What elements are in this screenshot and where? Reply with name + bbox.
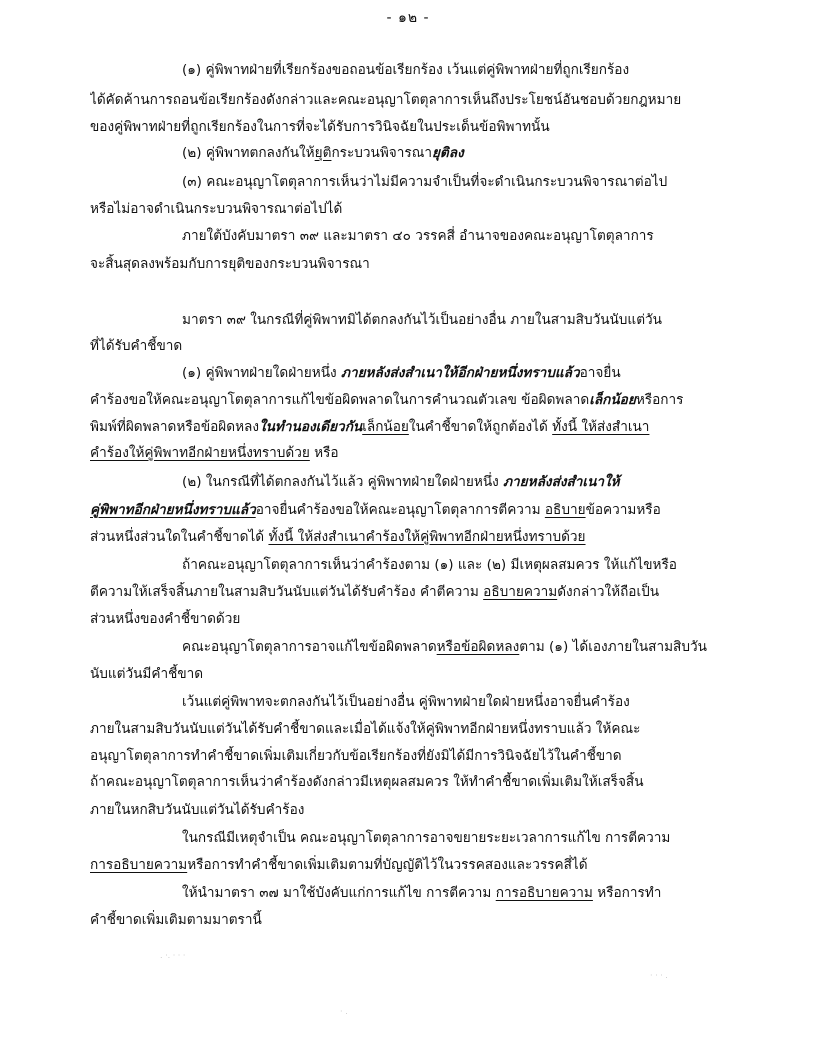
underlined-text: ทั้งนี้ ให้ส่งสำเนาคำร้องให้คู่พิพาทอีกฝ่ายหนึ่งทราบด้วย — [268, 529, 586, 545]
text-line — [182, 828, 730, 848]
underlined-text: คำร้องให้คู่พิพาทอีกฝ่ายหนึ่งทราบด้วย — [90, 445, 310, 461]
scan-speck: · · · . — [650, 971, 668, 980]
text-line — [182, 143, 730, 163]
text-segment: ตีความให้เสร็จสิ้นภายในสามสิบวันนับแต่วันได้รับคำร้อง คำตีความ — [90, 584, 484, 600]
text-segment: หรือการ — [635, 392, 684, 408]
text-segment: หรือการทำคำชี้ขาดเพิ่มเติมตามที่บัญญัติไว้ในวรรคสองและวรรคสี่ได้ — [187, 857, 588, 873]
text-segment: ข้อความหรือ — [585, 502, 661, 518]
section-heading-line — [182, 310, 730, 330]
text-segment: อาจยื่นคำร้องขอให้คณะอนุญาโตตุลาการตีความ — [255, 502, 545, 518]
text-line — [182, 883, 730, 903]
underlined-text: ทั้งนี้ ให้ส่งสำเนา — [552, 419, 650, 435]
text-line — [182, 172, 730, 192]
text-segment: นับแต่วันมีคำชี้ขาด — [90, 666, 204, 682]
text-line — [182, 472, 730, 492]
underlined-text: การอธิบายความ — [495, 885, 593, 901]
text-segment: คณะอนุญาโตตุลาการอาจแก้ไขข้อผิดพลาด — [182, 639, 437, 655]
text-line — [90, 772, 730, 792]
scan-speck: · . — [340, 1007, 348, 1016]
text-segment: อาจยื่น — [579, 365, 621, 381]
handwritten-insert-text: ภายหลังส่งสำเนาให้อีกฝ่ายหนึ่งทราบแล้ว — [340, 365, 580, 381]
handwritten-insert-text: ในทำนองเดียวกัน — [259, 419, 363, 435]
text-segment: ส่วนหนึ่งของคำชี้ขาดด้วย — [90, 611, 241, 627]
page-number: - ๑๒ - — [386, 10, 430, 26]
text-line — [90, 443, 730, 463]
handwritten-insert-text: เล็กน้อย — [589, 392, 636, 408]
text-line — [90, 855, 730, 875]
text-segment: เว้นแต่คู่พิพาทจะตกลงกันไว้เป็นอย่างอื่น คู่พิพาทฝ่ายใดฝ่ายหนึ่งอาจยื่นคำร้อง — [182, 694, 630, 710]
text-segment: หรือ — [309, 445, 339, 461]
text-line — [90, 390, 730, 410]
text-line — [182, 555, 730, 575]
underlined-text: เล็กน้อย — [362, 419, 409, 435]
text-line — [90, 417, 730, 437]
text-line — [90, 527, 730, 547]
text-segment: กระบวนพิจารณา — [331, 145, 432, 161]
text-segment: ในคำชี้ขาดให้ถูกต้องได้ — [408, 419, 553, 435]
text-segment: ตาม (๑) ได้เองภายในสามสิบวัน — [519, 639, 707, 655]
text-line — [90, 500, 730, 520]
text-line — [90, 90, 730, 110]
text-line — [90, 719, 730, 739]
text-line — [182, 637, 730, 657]
underlined-text: การอธิบายความ — [90, 857, 188, 873]
text-segment: ของคู่พิพาทฝ่ายที่ถูกเรียกร้องในการที่จะได้รับการวินิจฉัยในประเด็นข้อพิพาทนั้น — [90, 119, 550, 135]
text-line — [90, 254, 730, 274]
text-line — [90, 336, 730, 356]
text-segment: ภายในหกสิบวันนับแต่วันได้รับคำร้อง — [90, 802, 305, 818]
text-line — [90, 664, 730, 684]
scan-speck: . ·. · · · — [160, 951, 186, 960]
underlined-text: ยุติ — [314, 145, 332, 161]
handwritten-insert-text: คู่พิพาทอีกฝ่ายหนึ่งทราบแล้ว — [90, 502, 256, 518]
text-line — [90, 117, 730, 137]
text-segment: ภายใต้บังคับมาตรา ๓๙ และมาตรา ๔๐ วรรคสี่ อำนาจของคณะอนุญาโตตุลาการ — [182, 228, 654, 244]
underlined-text: หรือข้อผิดหลง — [436, 639, 520, 655]
text-segment: (๑) คู่พิพาทฝ่ายใดฝ่ายหนึ่ง — [182, 365, 341, 381]
text-segment: (๓) คณะอนุญาโตตุลาการเห็นว่าไม่มีความจำเป็นที่จะดำเนินกระบวนพิจารณาต่อไป — [182, 174, 668, 190]
text-segment: หรือการทำ — [592, 885, 662, 901]
text-segment: ได้คัดค้านการถอนข้อเรียกร้องดังกล่าวและคณะอนุญาโตตุลาการเห็นถึงประโยชน์อันชอบด้วยกฎหมาย — [90, 92, 682, 108]
text-segment: ในกรณีมีเหตุจำเป็น คณะอนุญาโตตุลาการอาจขยายระยะเวลาการแก้ไข การตีความ — [182, 830, 671, 846]
text-segment: คำร้องขอให้คณะอนุญาโตตุลาการแก้ไขข้อผิดพลาดในการคำนวณตัวเลข ข้อผิดพลาด — [90, 392, 590, 408]
underlined-text: อธิบายความ — [483, 584, 558, 600]
text-segment: ภายในสามสิบวันนับแต่วันได้รับคำชี้ขาดและเมื่อได้แจ้งให้คู่พิพาทอีกฝ่ายหนึ่งทราบแล้ว ให้คณะ — [90, 721, 641, 737]
text-line — [90, 199, 730, 219]
text-segment: ถ้าคณะอนุญาโตตุลาการเห็นว่าคำร้องตาม (๑) และ (๒) มีเหตุผลสมควร ให้แก้ไขหรือ — [182, 557, 677, 573]
text-segment: อนุญาโตตุลาการทำคำชี้ขาดเพิ่มเติมเกี่ยวกับข้อเรียกร้องที่ยังมิได้มีการวินิจฉัยไว้ในคำชี้ขาด — [90, 748, 622, 764]
text-segment: ที่ได้รับคำชี้ขาด — [90, 338, 183, 354]
text-line — [90, 746, 730, 766]
handwritten-insert-text: ภายหลังส่งสำเนาให้ — [503, 474, 620, 490]
text-segment: (๒) คู่พิพาทตกลงกันให้ — [182, 145, 315, 161]
text-segment: (๑) คู่พิพาทฝ่ายที่เรียกร้องขอถอนข้อเรียกร้อง เว้นแต่คู่พิพาทฝ่ายที่ถูกเรียกร้อง — [182, 62, 630, 78]
text-line — [182, 363, 730, 383]
text-line — [182, 692, 730, 712]
text-segment: มาตรา ๓๙ ในกรณีที่คู่พิพาทมิได้ตกลงกันไว้เป็นอย่างอื่น ภายในสามสิบวันนับแต่วัน — [182, 312, 662, 328]
text-line — [90, 609, 730, 629]
text-segment: จะสิ้นสุดลงพร้อมกับการยุติของกระบวนพิจารณา — [90, 256, 370, 272]
text-line — [90, 910, 730, 930]
text-line — [90, 800, 730, 820]
text-segment: (๒) ในกรณีที่ได้ตกลงกันไว้แล้ว คู่พิพาทฝ่ายใดฝ่ายหนึ่ง — [182, 474, 504, 490]
underlined-text: อธิบาย — [544, 502, 586, 518]
text-segment: พิมพ์ที่ผิดพลาดหรือข้อผิดหลง — [90, 419, 259, 435]
text-segment: หรือไม่อาจดำเนินกระบวนพิจารณาต่อไปได้ — [90, 201, 343, 217]
text-line — [182, 60, 730, 80]
handwritten-insert-text: ยุติลง — [431, 145, 464, 161]
text-segment: คำชี้ขาดเพิ่มเติมตามมาตรานี้ — [90, 912, 262, 928]
text-segment: ดังกล่าวให้ถือเป็น — [557, 584, 660, 600]
text-segment: ส่วนหนึ่งส่วนใดในคำชี้ขาดได้ — [90, 529, 269, 545]
text-line — [182, 226, 730, 246]
text-segment: ให้นำมาตรา ๓๗ มาใช้บังคับแก่การแก้ไข การตีความ — [182, 885, 496, 901]
text-segment: ถ้าคณะอนุญาโตตุลาการเห็นว่าคำร้องดังกล่าวมีเหตุผลสมควร ให้ทำคำชี้ขาดเพิ่มเติมให้เสร็จสิ้น — [90, 774, 644, 790]
text-line — [90, 582, 730, 602]
